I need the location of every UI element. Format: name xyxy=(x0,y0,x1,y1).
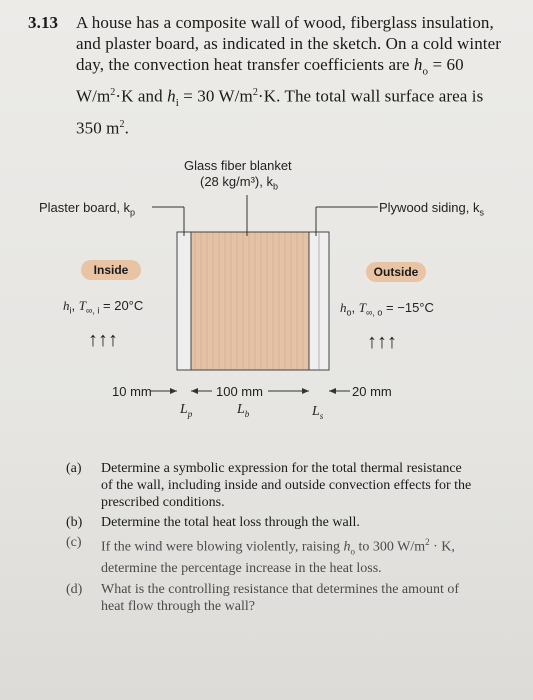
inside-heat-arrows: ↑↑↑ xyxy=(88,329,118,351)
part-d: (d) What is the controlling resistance that determines the amount of heat flow through the wall? xyxy=(66,582,460,615)
inside-pill: Inside xyxy=(81,260,141,280)
glass-label-line1: Glass fiber blanket xyxy=(184,158,292,173)
glass-label-line2: (28 kg/m³), $k_b$ xyxy=(200,174,278,192)
outside-conditions: $h_o$, $T_{\infty, o} = -15^\circ C$ xyxy=(340,300,434,318)
problem-number: 3.13 xyxy=(28,13,59,32)
question-parts xyxy=(66,460,476,618)
dim-glass: 100 mm xyxy=(216,384,263,399)
part-a: (a) Determine a symbolic expression for the total thermal resistance of the wall, including inside and outside convection effects for the prescribed conditions. xyxy=(66,461,472,510)
problem-tail: K. The total wall surface area is 350 m xyxy=(76,87,484,139)
glass-fiber-layer xyxy=(191,232,309,370)
hi-value: = 30 W/m xyxy=(183,87,253,107)
L-b: $L_b$ xyxy=(237,402,250,419)
plywood-label: Plywood siding, $k_s$ xyxy=(379,200,484,218)
part-b: (b) Determine the total heat loss through the wall. xyxy=(66,515,360,530)
outside-heat-arrows: ↑↑↑ xyxy=(367,331,397,353)
inside-conditions: $h_i$, $T_{\infty, i} = 20^\circ C$ xyxy=(63,298,144,316)
L-s: $L_s$ xyxy=(312,404,324,421)
problem-text: A house has a composite wall of wood, fiberglass insulation, and plaster board, as indicated in the sketch. On a cold winter day, the convection heat transfer coefficients are $h_o = 60$ $W/m^2\cdot K$ and $h_i = 30$ $W/m^2\cdot K$. The total wall surface area is 350 $m^2$. xyxy=(76,13,502,139)
and-text: K and xyxy=(121,87,163,107)
outside-pill: Outside xyxy=(366,262,426,282)
L-p: $L_p$ xyxy=(180,402,193,419)
plaster-label: Plaster board, $k_p$ xyxy=(39,200,136,218)
problem-intro: A house has a composite wall of wood, fiberglass insulation, and plaster board, as indicated in the sketch. On a cold winter day, the convection heat transfer coefficients are xyxy=(76,13,502,74)
ho-value: = 60 W/m xyxy=(76,55,464,107)
dim-plywood: 20 mm xyxy=(352,384,392,399)
dim-plaster: 10 mm xyxy=(112,384,152,399)
plaster-board-layer xyxy=(177,232,191,370)
part-c: (c) If the wind were blowing violently, raising $h_o$ to 300 $W/m^2 \cdot K$, determine the percentage increase in the heat loss. xyxy=(66,535,455,577)
